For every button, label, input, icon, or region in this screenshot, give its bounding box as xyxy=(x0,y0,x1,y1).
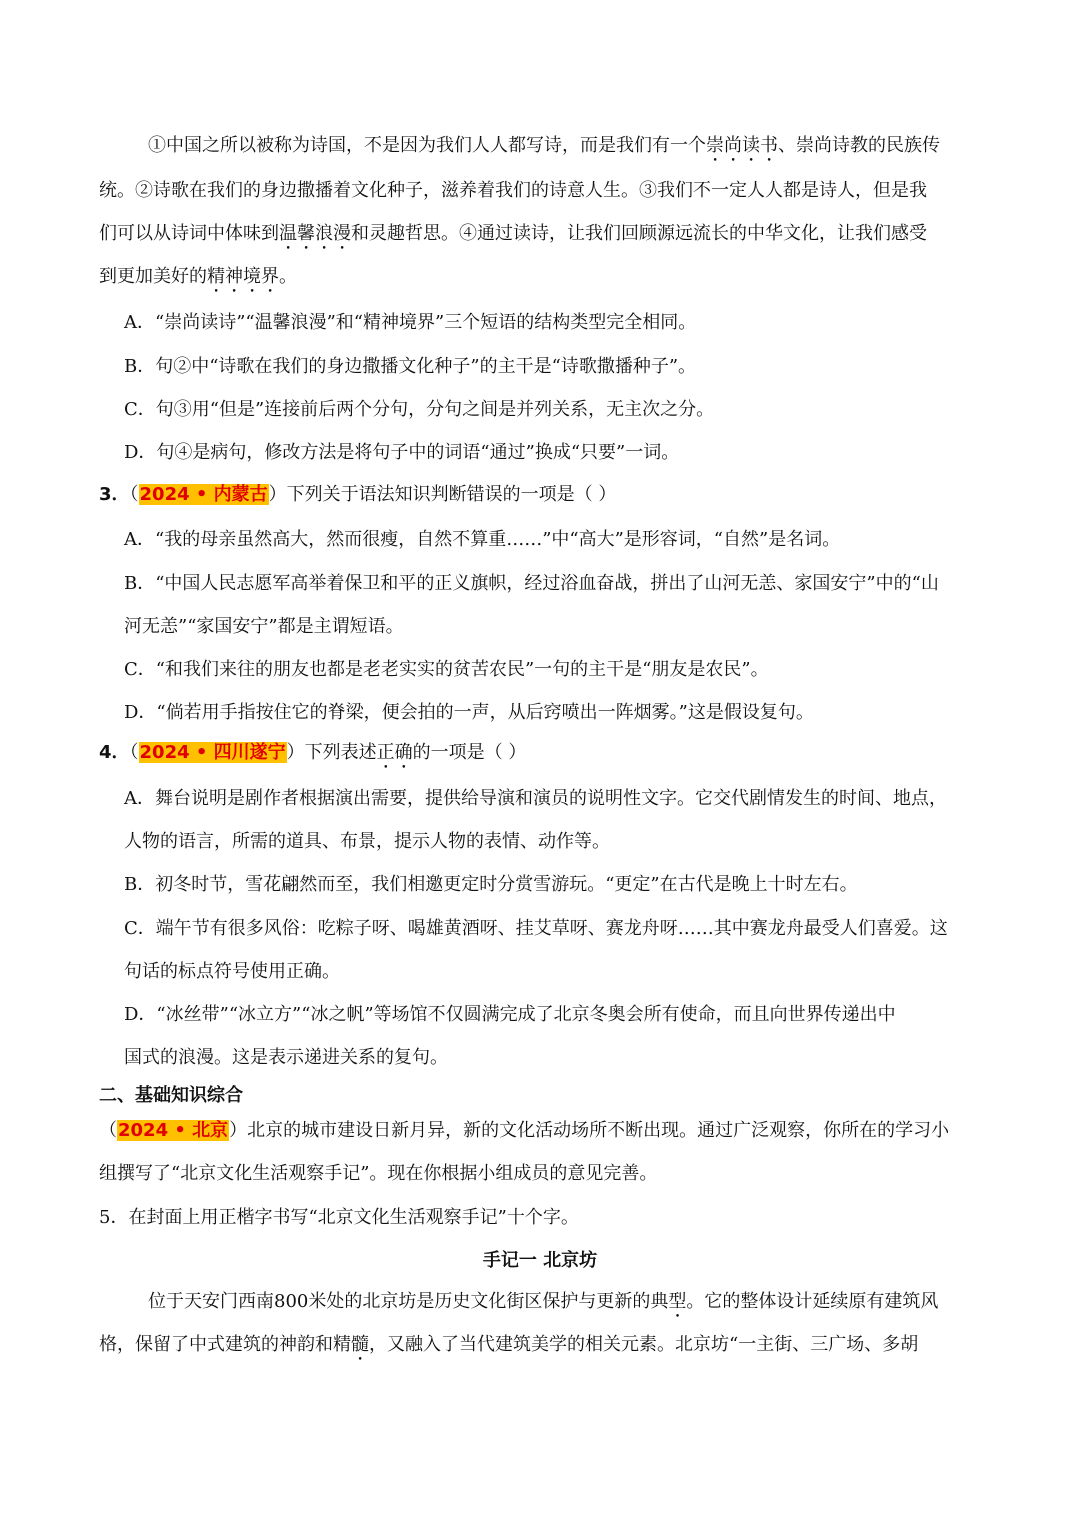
note-line-2: 格，保留了中式建筑的神韵和精髓，又融入了当代建筑美学的相关元素。北京坊“一主街、三广场、多胡 xyxy=(99,1334,919,1355)
emphasis-text: 崇尚读书 xyxy=(706,135,778,156)
q4-option-c: C．端午节有很多风俗：吃粽子呀、喝雄黄酒呀、挂艾草呀、赛龙舟呀……其中赛龙舟最受人们喜爱。这 xyxy=(124,918,948,939)
q3-option-c: C．“和我们来往的朋友也都是老老实实的贫苦农民”一句的主干是“朋友是农民”。 xyxy=(124,659,769,680)
q3-stem: 3．（2024 • 内蒙古）下列关于语法知识判断错误的一项是（ ） xyxy=(99,484,617,505)
emphasis-text: 温馨浪漫 xyxy=(279,223,351,244)
q4-option-a: A．舞台说明是剧作者根据演出需要，提供给导演和演员的说明性文字。它交代剧情发生的时间、地点， xyxy=(124,788,947,809)
note-title: 手记一 北京坊 xyxy=(482,1250,598,1271)
passage-line-4: 到更加美好的精神境界。 xyxy=(99,266,297,287)
source-tag: 2024 • 北京 xyxy=(118,1120,229,1141)
section-intro-cont: 组撰写了“北京文化生活观察手记”。现在你根据小组成员的意见完善。 xyxy=(99,1163,658,1184)
source-tag: 2024 • 四川遂宁 xyxy=(139,742,286,763)
source-tag: 2024 • 内蒙古 xyxy=(139,484,268,505)
emphasis-text: 型 xyxy=(668,1291,687,1312)
q5-stem: 5．在封面上用正楷字书写“北京文化生活观察手记”十个字。 xyxy=(99,1207,579,1228)
q3-option-b-cont: 河无恙”“家国安宁”都是主谓短语。 xyxy=(124,616,404,637)
emphasis-text: 精神境界 xyxy=(207,266,279,287)
q3-option-a: A．“我的母亲虽然高大，然而很瘦，自然不算重……”中“高大”是形容词，“自然”是名词。 xyxy=(124,529,841,550)
passage-line-3: 们可以从诗词中体味到温馨浪漫和灵趣哲思。④通过读诗，让我们回顾源远流长的中华文化，让我们感受 xyxy=(99,223,927,244)
note-line-1: 位于天安门西南800米处的北京坊是历史文化街区保护与更新的典型。它的整体设计延续原有建筑风 xyxy=(148,1291,939,1312)
section-intro: （2024 • 北京）北京的城市建设日新月异，新的文化活动场所不断出现。通过广泛观察，你所在的学习小 xyxy=(99,1120,950,1141)
q3-option-d: D．“倘若用手指按住它的脊梁，便会拍的一声，从后窍喷出一阵烟雾。”这是假设复句。 xyxy=(124,702,814,723)
q4-option-d: D．“冰丝带”“冰立方”“冰之帆”等场馆不仅圆满完成了北京冬奥会所有使命，而且向世界传递出中 xyxy=(124,1004,896,1025)
passage-line-2: 统。②诗歌在我们的身边撒播着文化种子，滋养着我们的诗意人生。③我们不一定人人都是诗人，但是我 xyxy=(99,180,927,201)
passage-line-1: ①中国之所以被称为诗国，不是因为我们人人都写诗，而是我们有一个崇尚读书、崇尚诗教的民族传 xyxy=(148,135,940,156)
q4-option-b: B．初冬时节，雪花翩然而至，我们相邀更定时分赏雪游玩。“更定”在古代是晚上十时左右。 xyxy=(124,874,858,895)
emphasis-text: 正确 xyxy=(376,742,413,763)
q4-option-d-cont: 国式的浪漫。这是表示递进关系的复句。 xyxy=(124,1047,448,1068)
q4-option-a-cont: 人物的语言，所需的道具、布景，提示人物的表情、动作等。 xyxy=(124,831,610,852)
q2-option-a: A．“崇尚读诗”“温馨浪漫”和“精神境界”三个短语的结构类型完全相同。 xyxy=(124,312,697,333)
q2-option-b: B．句②中“诗歌在我们的身边撒播文化种子”的主干是“诗歌撒播种子”。 xyxy=(124,356,697,377)
question-number: 3． xyxy=(99,484,130,505)
section-title: 二、基础知识综合 xyxy=(99,1085,243,1106)
q3-option-b: B．“中国人民志愿军高举着保卫和平的正义旗帜，经过浴血奋战，拼出了山河无恙、家国安宁”中的“山 xyxy=(124,573,939,594)
q2-option-c: C．句③用“但是”连接前后两个分句，分句之间是并列关系，无主次之分。 xyxy=(124,399,715,420)
question-number: 4． xyxy=(99,742,130,763)
q2-option-d: D．句④是病句，修改方法是将句子中的词语“通过”换成“只要”一词。 xyxy=(124,442,680,463)
q4-stem: 4．（2024 • 四川遂宁）下列表述正确的一项是（ ） xyxy=(99,742,527,763)
q4-option-c-cont: 句话的标点符号使用正确。 xyxy=(124,961,340,982)
emphasis-text: 髓 xyxy=(351,1334,369,1355)
